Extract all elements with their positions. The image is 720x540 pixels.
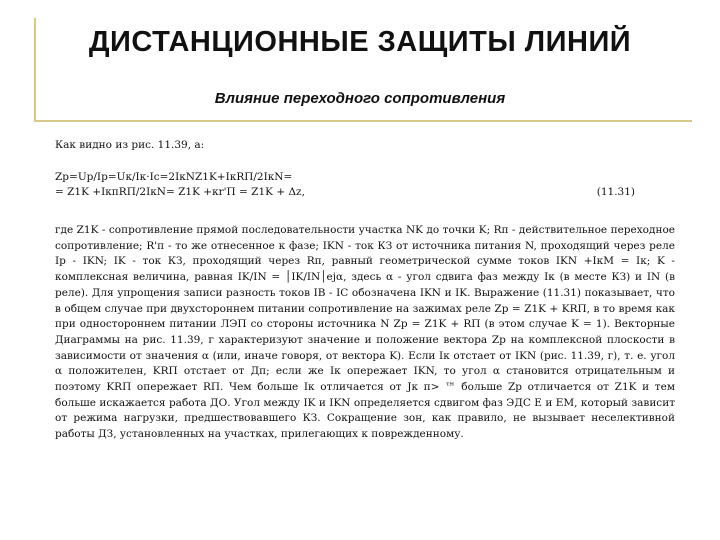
frame-bottom-accent — [34, 120, 692, 122]
formula-line-2: = Z1K +IкпRП/2IкN= Z1K +кr'П = Z1K + Δz, — [55, 186, 305, 198]
intro-text: Как видно из рис. 11.39, а: — [55, 139, 205, 151]
explanation-paragraph: где Z1K - сопротивление прямой последовательности участка NK до точки K; Rп - действительное переходное сопротивление; R'п - то же отнесенное к фазе; IKN - ток КЗ от источника питания N, проходящий через реле Iр - IKN; IK - ток КЗ, проходящий через Rп, равный геометрической сумме токов IKN +IкМ = Iк; K - комплексная величина, равная IK/IN = │IK/IN│ejα, здесь α - угол сдвига фаз между Iк (в месте КЗ) и IN (в реле). Для упрощения записи разность токов IB - IC обозначена IKN и IK. Выражение (11.31) показывает, что в общем случае при двухстороннем питании сопротивление на зажимах реле Zр = Z1K + KRП, в то время как при одностороннем питании ЛЭП со стороны источника N Zр = Z1K + RП (в этом случае K = 1). Векторные Диаграммы на рис. 11.39, г характеризуют значение и положение вектора Zр на комплексной плоскости в зависимости от значения α (или, иначе говоря, от вектора K). Если Iк отстает от IKN (рис. 11.39, г), т. е. угол α положителен, KRП отстает от Дп; если же Iк опережает IKN, то угол α становится отрицательным и поэтому KRП опережает RП. Чем больше Iк отличается от Jк п> ™ больше Zр отличается от Z1K и тем больше искажается работа ДО. Угол между IK и IKN определяется сдвигом фаз ЭДС E и EМ, который зависит от режима нагрузки, предшествовавшего КЗ. Сокращение зон, как правило, не вызывает неселективной работы ДЗ, установленных на участках, прилегающих к поврежденному. — [55, 224, 675, 441]
frame-left-accent — [34, 18, 36, 122]
formula-block — [55, 170, 675, 200]
body-text — [55, 223, 675, 443]
slide-subtitle: Влияние переходного сопротивления — [214, 90, 506, 107]
equation-number: (11.31) — [596, 186, 635, 198]
slide-title: ДИСТАНЦИОННЫЕ ЗАЩИТЫ ЛИНИЙ — [88, 26, 632, 58]
formula-line-1: Zр=Uр/Iр=Uк/Iк·Iс=2IкNZ1K+IкRП/2IкN= — [55, 171, 293, 183]
